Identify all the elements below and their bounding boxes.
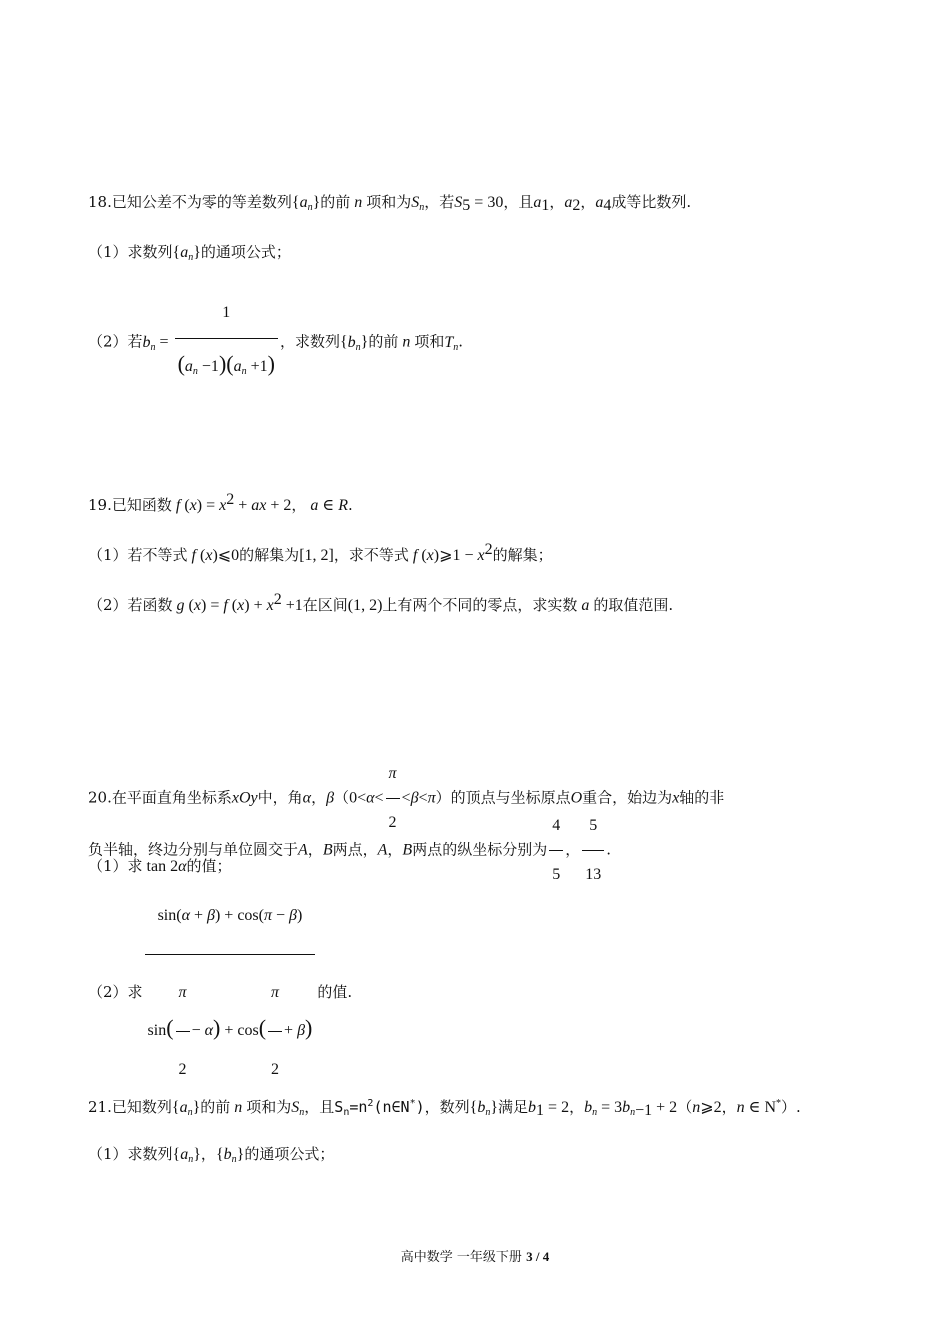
q20-stem-line2: 负半轴，终边分别与单位圆交于A，B两点，A，B两点的纵坐标分别为 $\frac{4}{5}$ ， $\frac{5}{13}$ . bbox=[88, 804, 611, 897]
q20-frac-5-13: $\frac{5}{13}$ bbox=[582, 804, 604, 897]
q19-part1: （1）若不等式 f (x)⩽0的解集为[1, 2]，求不等式 f (x)⩾1 − $x^2$的解集； bbox=[88, 541, 553, 564]
q20-part1: （1）求 tan 2α的值； bbox=[88, 857, 232, 875]
q18-stem: 18.已知公差不为零的等差数列$\{a_n\}$的前 n 项和为$S_n$，若$S_5 = 30$，且$a_1$，$a_2$，$a_4$成等比数列. bbox=[88, 193, 692, 214]
footer-text: 高中数学 一年级下册 bbox=[400, 1250, 527, 1265]
page-total: 4 bbox=[542, 1249, 550, 1264]
q20-pi-over-2: $\frac{\pi}{2}$ bbox=[386, 752, 400, 845]
q20-expression: sin(α + β) + cos(π − β) sin( $\frac{\pi}{2}$ − α) + cos( $\frac{\pi}{2}$ + β) bbox=[145, 880, 316, 1106]
q21-number: 21. bbox=[88, 1098, 112, 1116]
q21-part1: （1）求数列$\{a_n\}$，$\{b_n\}$的通项公式； bbox=[88, 1145, 335, 1165]
q20-stem-line1: 20.在平面直角坐标系xOy中，角α，β（0<α< $\frac{\pi}{2}$ <β<π）的顶点与坐标原点O重合，始边为x轴的非 bbox=[88, 752, 724, 845]
q18-fraction: $\frac{1}{(a_n -1)(a_n +1)}$ bbox=[175, 290, 278, 395]
q18-part1: （1）求数列$\{a_n\}$的通项公式； bbox=[88, 243, 291, 263]
q19-number: 19. bbox=[88, 496, 112, 514]
q20-part2: （2）求 sin(α + β) + cos(π − β) sin( $\frac{\pi}{2}$ − α) + cos( $\frac{\pi}{2}$ + β) 的值. bbox=[88, 880, 352, 1106]
q19-part2: （2）若函数 g (x) = f $(x) + x^2 +1$在区间(1, 2)上有两个不同的零点，求实数 a 的取值范围. bbox=[88, 591, 674, 614]
q18-number: 18. bbox=[88, 193, 112, 211]
page-footer: 高中数学 一年级下册 3 / 4 bbox=[400, 1249, 550, 1265]
q18-part2: （2）若$b_n$ = $\frac{1}{(a_n -1)(a_n +1)}$ ，求数列$\{b_n\}$的前 n 项和$T_n$. bbox=[88, 290, 463, 395]
q20-number: 20. bbox=[88, 788, 112, 807]
q19-stem: 19.已知函数 f $(x) = x^2$ + ax + 2， a ∈ R. bbox=[88, 491, 353, 514]
page-number: 3 bbox=[526, 1249, 533, 1264]
q20-frac-4-5: $\frac{4}{5}$ bbox=[549, 804, 563, 897]
q21-stem: 21.已知数列$\{a_n\}$的前 n 项和为$S_n$，且$S_n=n^2(n\in N^*)$，数列$\{b_n\}$满足$b_1 = 2$，$b_n = 3b_{n-1}$ + 2（n⩾2，n ∈ N*）. bbox=[88, 1098, 801, 1119]
